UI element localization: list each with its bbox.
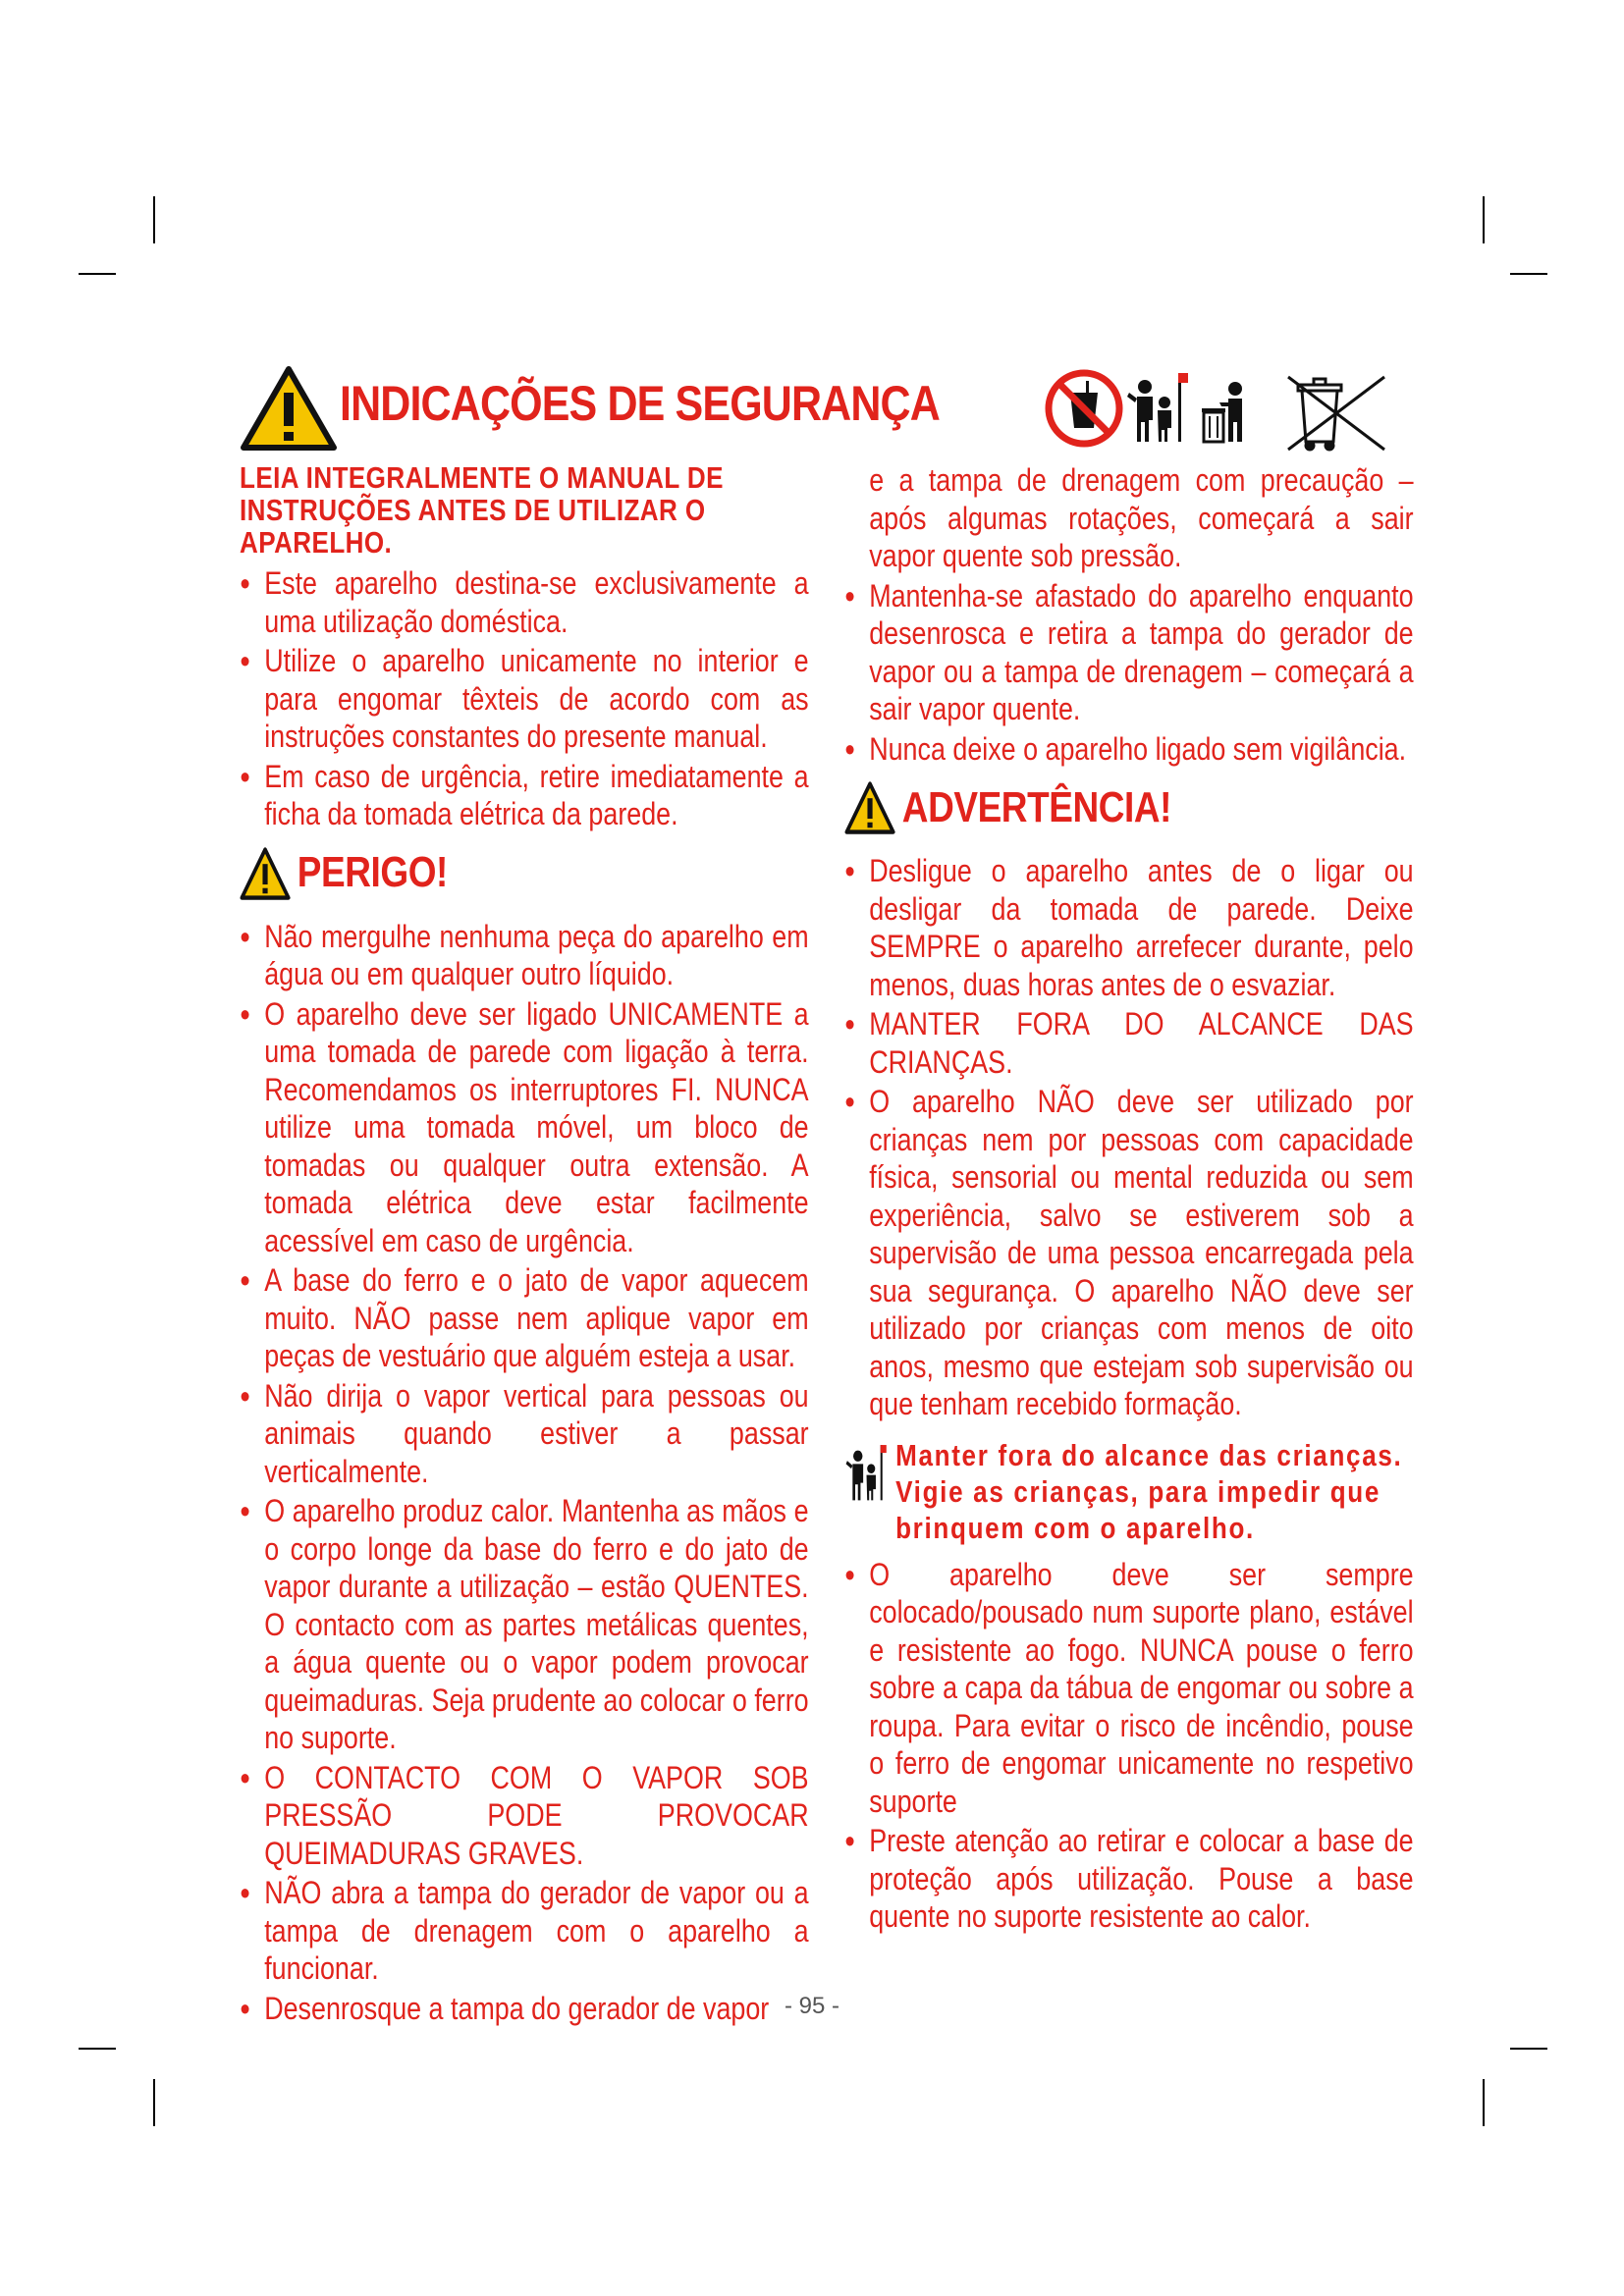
crop-mark xyxy=(1483,196,1485,243)
crop-mark xyxy=(153,196,155,243)
left-column xyxy=(240,461,809,2029)
warning-list xyxy=(844,852,1414,1423)
list-item: ● O aparelho NÃO deve ser utilizado por crianças nem por pessoas com capacidade física, sensorial ou mental reduzida ou sem experiência, salvo se estiverem sob a supervisão de uma pessoa encarregada pela sua segurança. O aparelho NÃO deve ser utilizado por crianças com menos de oito anos, mesmo que estejam sob supervisão ou que tenham recebido formação. xyxy=(844,1083,1414,1423)
danger-heading xyxy=(240,847,809,900)
warning-triangle-icon xyxy=(844,781,895,834)
list-item: ● O CONTACTO COM O VAPOR SOB PRESSÃO PODE PROVOCAR QUEIMADURAS GRAVES. xyxy=(240,1759,809,1873)
warning-list-continued xyxy=(844,1556,1414,1936)
list-item: ● Não mergulhe nenhuma peça do aparelho em água ou em qualquer outro líquido. xyxy=(240,918,809,993)
list-item: ● A base do ferro e o jato de vapor aquecem muito. NÃO passe nem aplique vapor em peças de vestuário que alguém esteja a usar. xyxy=(240,1261,809,1375)
right-column xyxy=(844,461,1414,1938)
list-item: ● Desenrosque a tampa do gerador de vapor xyxy=(240,1990,809,2028)
page-number: - 95 - xyxy=(784,1993,839,2019)
list-item: ● Desligue o aparelho antes de o ligar ou desligar da tomada de parede. Deixe SEMPRE o aparelho arrefecer durante, pelo menos, duas horas antes de o esvaziar. xyxy=(844,852,1414,1003)
safety-icons xyxy=(1043,363,1388,454)
list-item: ● Utilize o aparelho unicamente no interior e para engomar têxteis de acordo com as instruções constantes do presente manual. xyxy=(240,642,809,756)
list-item: ● Este aparelho destina-se exclusivamente a uma utilização doméstica. xyxy=(240,564,809,640)
page-title: INDICAÇÕES DE SEGURANÇA xyxy=(340,376,940,431)
danger-title: PERIGO! xyxy=(297,848,448,897)
crop-mark xyxy=(79,2048,116,2050)
warning-heading xyxy=(844,781,1414,834)
intro-heading: LEIA INTEGRALMENTE O MANUAL DE INSTRUÇÕES ANTES DE UTILIZAR O APARELHO. xyxy=(240,460,724,560)
crop-mark xyxy=(1510,2048,1547,2050)
keep-away-children-icon xyxy=(1127,373,1188,442)
warning-title: ADVERTÊNCIA! xyxy=(901,782,1172,831)
list-item: ● O aparelho deve ser ligado UNICAMENTE a uma tomada de parede com ligação à terra. Recomendamos os interruptores FI. NUNCA utilize uma tomada móvel, um bloco de tomadas ou qualquer outra extensão. A tomada elétrica deve estar facilmente acessível em caso de urgência. xyxy=(240,995,809,1260)
children-notice xyxy=(844,1437,1414,1546)
danger-list-continued xyxy=(844,577,1414,769)
list-item: ● Em caso de urgência, retire imediatamente a ficha da tomada elétrica da parede. xyxy=(240,758,809,833)
danger-list xyxy=(240,918,809,2028)
list-item: ● MANTER FORA DO ALCANCE DAS CRIANÇAS. xyxy=(844,1005,1414,1081)
crossed-bin-icon xyxy=(1288,377,1384,450)
list-item: ● NÃO abra a tampa do gerador de vapor ou a tampa de drenagem com o aparelho a funcionar. xyxy=(240,1874,809,1988)
crop-mark xyxy=(79,273,116,275)
no-drink-icon xyxy=(1049,373,1119,444)
list-item-continuation: e a tampa de drenagem com precaução – após algumas rotações, começará a sair vapor quente sob pressão. xyxy=(869,462,1414,573)
list-item: ● Preste atenção ao retirar e colocar a base de proteção após utilização. Pouse a base quente no suporte resistente ao calor. xyxy=(844,1822,1414,1936)
title-row xyxy=(240,363,1388,454)
intro-list xyxy=(240,564,809,833)
children-notice-text: Manter fora do alcance das crianças. Vigie as crianças, para impedir que brinquem com o aparelho. xyxy=(895,1437,1403,1545)
crop-mark xyxy=(1483,2079,1485,2126)
list-item: ● O aparelho deve ser sempre colocado/pousado num suporte plano, estável e resistente ao fogo. NUNCA pouse o ferro sobre a capa da tábua de engomar ou sobre a roupa. Para evitar o risco de incêndio, pouse o ferro de engomar unicamente no respetivo suporte xyxy=(844,1556,1414,1821)
crop-mark xyxy=(153,2079,155,2126)
list-item: ● Não dirija o vapor vertical para pessoas ou animais quando estiver a passar verticalmente. xyxy=(240,1377,809,1491)
list-item: ● Mantenha-se afastado do aparelho enquanto desenrosca e retira a tampa do gerador de vapor ou a tampa de drenagem – começará a sair vapor quente. xyxy=(844,577,1414,728)
list-item: ● O aparelho produz calor. Mantenha as mãos e o corpo longe da base do ferro e do jato de vapor durante a utilização – estão QUENTES. O contacto com as partes metálicas quentes, a água quente ou o vapor podem provocar queimaduras. Seja prudente ao colocar o ferro no suporte. xyxy=(240,1492,809,1757)
warning-triangle-icon xyxy=(240,365,338,452)
list-item: ● Nunca deixe o aparelho ligado sem vigilância. xyxy=(844,730,1414,769)
keep-away-children-icon xyxy=(844,1437,888,1510)
warning-triangle-icon xyxy=(240,847,291,900)
crop-mark xyxy=(1510,273,1547,275)
waste-bin-icon xyxy=(1202,382,1242,442)
